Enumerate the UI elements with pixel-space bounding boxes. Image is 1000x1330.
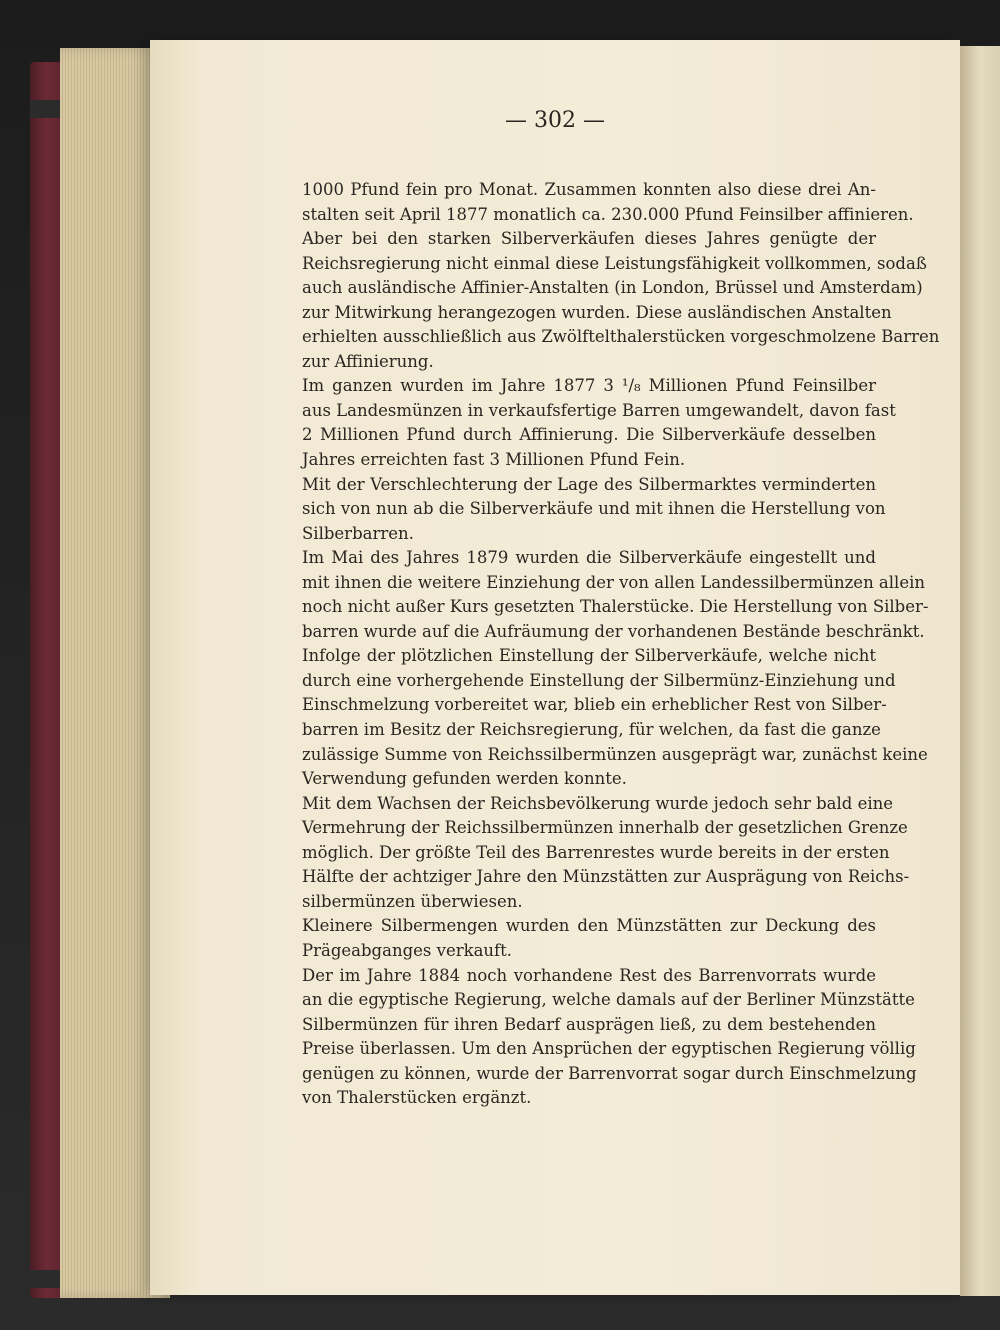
text-line: Im ganzen wurden im Jahre 1877 3 ¹/₈ Millionen Pfund Feinsilber <box>302 376 876 396</box>
text-line: von Thalerstücken ergänzt. <box>302 1088 532 1108</box>
text-line: 2 Millionen Pfund durch Affinierung. Die Silberverkäufe desselben <box>302 425 876 445</box>
text-line: Einschmelzung vorbereitet war, blieb ein erheblicher Rest von Silber- <box>302 695 887 715</box>
text-line: Aber bei den starken Silberverkäufen dieses Jahres genügte der <box>302 229 876 249</box>
text-line: stalten seit April 1877 monatlich ca. 230.000 Pfund Feinsilber affinieren. <box>302 204 914 224</box>
page-number: — 302 — <box>505 108 605 133</box>
text-line: möglich. Der größte Teil des Barrenrestes wurde bereits in der ersten <box>302 842 890 862</box>
text-line: Der im Jahre 1884 noch vorhandene Rest des Barrenvorrats wurde <box>302 965 876 985</box>
text-line: Im Mai des Jahres 1879 wurden die Silberverkäufe eingestellt und <box>302 548 876 568</box>
text-line: Verwendung gefunden werden konnte. <box>302 769 627 789</box>
text-line: erhielten ausschließlich aus Zwölftelthalerstücken vorgeschmolzene Barren <box>302 327 940 347</box>
text-line: Vermehrung der Reichssilbermünzen innerhalb der gesetzlichen Grenze <box>302 818 908 838</box>
text-line: durch eine vorhergehende Einstellung der Silbermünz-Einziehung und <box>302 670 896 690</box>
text-line: genügen zu können, wurde der Barrenvorrat sogar durch Einschmelzung <box>302 1063 917 1083</box>
text-line: Mit der Verschlechterung der Lage des Silbermarktes verminderten <box>302 474 876 494</box>
text-line: Prägeabganges verkauft. <box>302 940 513 960</box>
text-line: Reichsregierung nicht einmal diese Leistungsfähigkeit vollkommen, sodaß <box>302 253 927 273</box>
facing-page-edge <box>960 46 1000 1296</box>
text-line: noch nicht außer Kurs gesetzten Thalerstücke. Die Herstellung von Silber- <box>302 597 929 617</box>
text-line: mit ihnen die weitere Einziehung der von allen Landessilbermünzen allein <box>302 572 925 592</box>
text-line: sich von nun ab die Silberverkäufe und mit ihnen die Herstellung von <box>302 499 886 519</box>
text-line: an die egyptische Regierung, welche damals auf der Berliner Münzstätte <box>302 990 915 1010</box>
text-line: silbermünzen überwiesen. <box>302 891 523 911</box>
text-line: auch ausländische Affinier-Anstalten (in London, Brüssel und Amsterdam) <box>302 278 923 298</box>
text-line: Jahres erreichten fast 3 Millionen Pfund Fein. <box>302 450 686 470</box>
text-line: barren wurde auf die Aufräumung der vorhandenen Bestände beschränkt. <box>302 621 925 641</box>
text-line: Silberbarren. <box>302 523 414 543</box>
text-line: Hälfte der achtziger Jahre den Münzstätten zur Ausprägung von Reichs- <box>302 867 910 887</box>
text-line: Preise überlassen. Um den Ansprüchen der egyptischen Regierung völlig <box>302 1039 916 1059</box>
text-line: zulässige Summe von Reichssilbermünzen ausgeprägt war, zunächst keine <box>302 744 928 764</box>
body-text <box>302 178 940 1111</box>
text-line: Silbermünzen für ihren Bedarf ausprägen ließ, zu dem bestehenden <box>302 1014 876 1034</box>
text-line: aus Landesmünzen in verkaufsfertige Barren umgewandelt, davon fast <box>302 400 896 420</box>
text-line: barren im Besitz der Reichsregierung, für welchen, da fast die ganze <box>302 720 881 740</box>
text-line: Mit dem Wachsen der Reichsbevölkerung wurde jedoch sehr bald eine <box>302 793 894 813</box>
text-line: zur Affinierung. <box>302 351 434 371</box>
text-line: Kleinere Silbermengen wurden den Münzstätten zur Deckung des <box>302 916 876 936</box>
text-line: Infolge der plötzlichen Einstellung der Silberverkäufe, welche nicht <box>302 646 876 666</box>
text-line: 1000 Pfund fein pro Monat. Zusammen konnten also diese drei An- <box>302 180 876 199</box>
text-line: zur Mitwirkung herangezogen wurden. Diese ausländischen Anstalten <box>302 302 892 322</box>
